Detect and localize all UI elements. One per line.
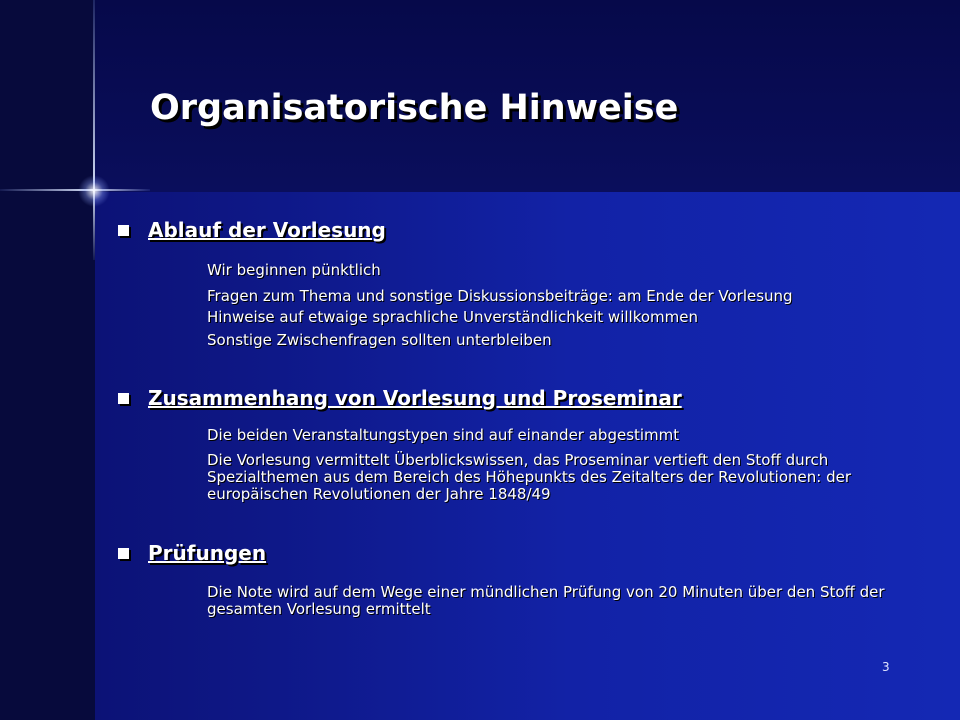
bullet-icon xyxy=(118,548,129,559)
section-item: Fragen zum Thema und sonstige Diskussionsbeiträge: am Ende der Vorlesung xyxy=(207,287,793,305)
section-item: Die Note wird auf dem Wege einer mündlichen Prüfung von 20 Minuten über den Stoff der gesamten Vorlesung ermittelt xyxy=(207,583,885,618)
bullet-icon xyxy=(118,393,129,404)
section-ablauf xyxy=(118,218,386,242)
background-left-band xyxy=(0,0,95,720)
section-item: Hinweise auf etwaige sprachliche Unverständlichkeit willkommen xyxy=(207,308,698,326)
light-flare-vertical xyxy=(93,0,95,260)
section-item: Wir beginnen pünktlich xyxy=(207,261,381,279)
light-flare-horizontal xyxy=(0,189,150,191)
section-item: Die beiden Veranstaltungstypen sind auf einander abgestimmt xyxy=(207,426,680,444)
page-number: 3 xyxy=(882,660,890,674)
section-heading: Zusammenhang von Vorlesung und Proseminar xyxy=(148,386,682,410)
light-flare-glow xyxy=(78,175,110,207)
section-item: Die Vorlesung vermittelt Überblickswissen, das Proseminar vertieft den Stoff durch Spezialthemen aus dem Bereich des Höhepunkts des Zeitalters der Revolutionen: der europäischen Revolutionen der Jahre 1848/49 xyxy=(207,451,852,503)
section-heading: Prüfungen xyxy=(148,541,267,565)
slide-title: Organisatorische Hinweise xyxy=(150,88,679,128)
section-heading: Ablauf der Vorlesung xyxy=(148,218,386,242)
section-pruefungen xyxy=(118,541,266,565)
bullet-icon xyxy=(118,225,129,236)
section-zusammenhang xyxy=(118,386,682,410)
section-item: Sonstige Zwischenfragen sollten unterbleiben xyxy=(207,331,552,349)
